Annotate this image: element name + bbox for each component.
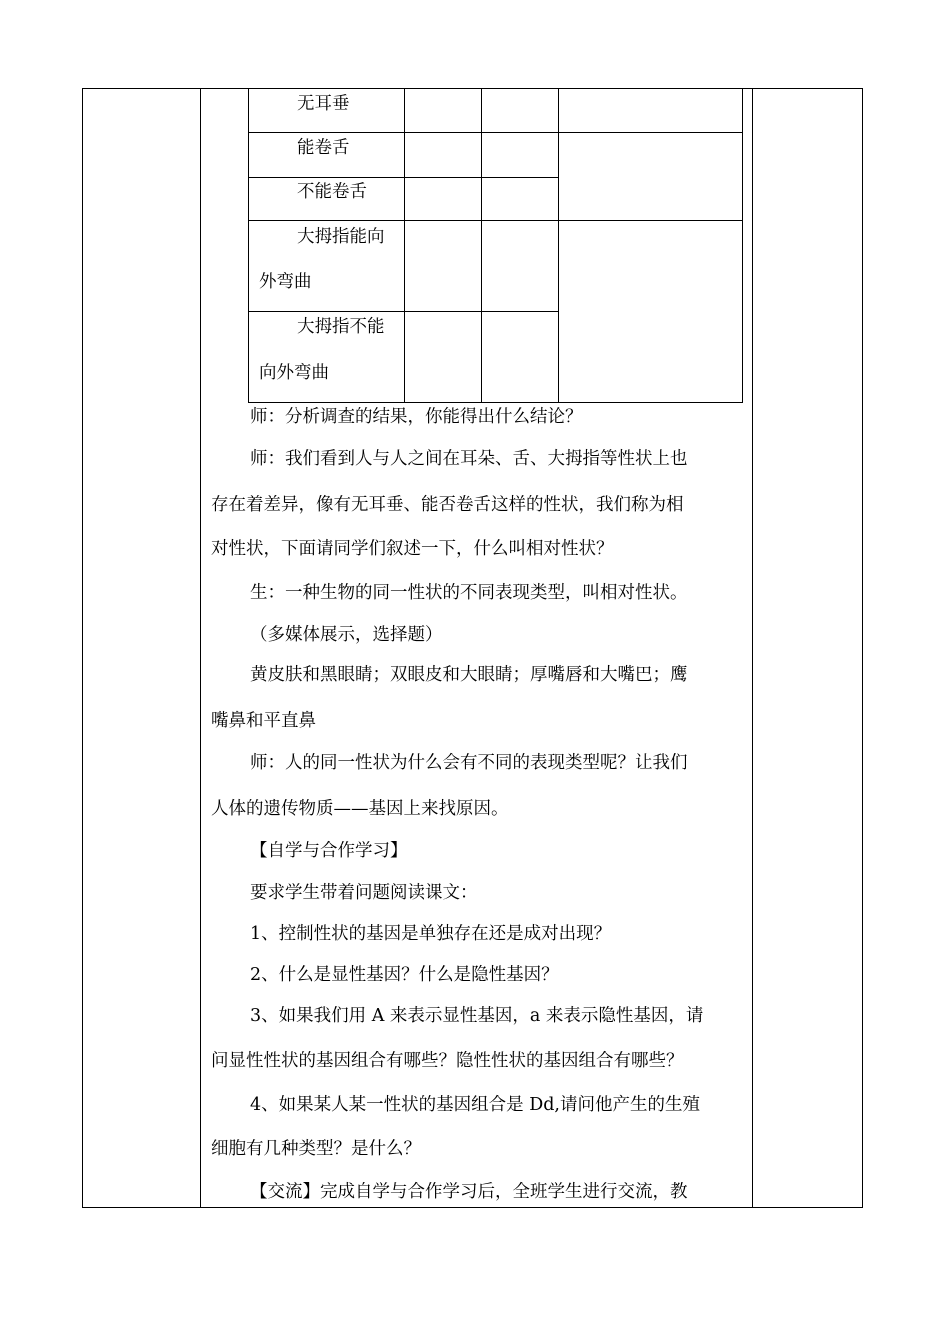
survey-table-row-line-4 [248,311,558,312]
paragraph: 要求学生带着问题阅读课文： [250,883,478,903]
survey-row-label: 大拇指不能 [297,317,385,337]
outer-table-col-divider-1 [200,88,201,1208]
survey-table-bottom-border [248,402,743,403]
paragraph-cont: 对性状，下面请同学们叙述一下，什么叫相对性状？ [211,539,614,559]
survey-row-label: 大拇指能向 [297,227,385,247]
paragraph: 师：分析调查的结果，你能得出什么结论？ [250,407,583,427]
question-item: 3、如果我们用 A 来表示显性基因，a 来表示隐性基因，请 [250,1006,704,1026]
survey-table-right-border [742,88,743,403]
outer-table-left-border [82,88,83,1208]
survey-row-label: 无耳垂 [297,94,350,114]
survey-table-row-line-2 [248,177,558,178]
outer-table-col-divider-2 [752,88,753,1208]
survey-table-row-line-1 [248,132,743,133]
question-item-cont: 细胞有几种类型？是什么？ [211,1139,421,1159]
paragraph: （多媒体展示，选择题） [250,625,443,645]
survey-row-label-cont: 外弯曲 [259,272,312,292]
survey-table-row-line-3 [248,220,743,221]
outer-table-right-border [862,88,863,1208]
paragraph: 生：一种生物的同一性状的不同表现类型，叫相对性状。 [250,583,688,603]
survey-table-left-border [248,88,249,403]
question-item: 1、控制性状的基因是单独存在还是成对出现？ [250,924,612,944]
survey-row-label: 能卷舌 [297,138,350,158]
paragraph: 师：我们看到人与人之间在耳朵、舌、大拇指等性状上也 [250,449,688,469]
survey-row-label: 不能卷舌 [297,182,367,202]
paragraph-cont: 人体的遗传物质——基因上来找原因。 [211,799,509,819]
section-heading: 【自学与合作学习】 [250,841,408,861]
paragraph-cont: 嘴鼻和平直鼻 [211,711,316,731]
survey-table-col-2 [481,88,482,403]
question-item: 4、如果某人某一性状的基因组合是 Dd,请问他产生的生殖 [250,1095,700,1115]
paragraph-cont: 存在着差异，像有无耳垂、能否卷舌这样的性状，我们称为相 [211,495,684,515]
survey-table-col-3 [558,88,559,403]
question-item: 2、什么是显性基因？什么是隐性基因？ [250,965,559,985]
survey-row-label-cont: 向外弯曲 [259,363,329,383]
survey-table-col-1 [404,88,405,403]
paragraph: 【交流】完成自学与合作学习后，全班学生进行交流，教 [250,1182,688,1202]
question-item-cont: 问显性性状的基因组合有哪些？隐性性状的基因组合有哪些？ [211,1051,684,1071]
paragraph: 黄皮肤和黑眼睛；双眼皮和大眼睛；厚嘴唇和大嘴巴；鹰 [250,665,688,685]
paragraph: 师：人的同一性状为什么会有不同的表现类型呢？让我们 [250,753,688,773]
